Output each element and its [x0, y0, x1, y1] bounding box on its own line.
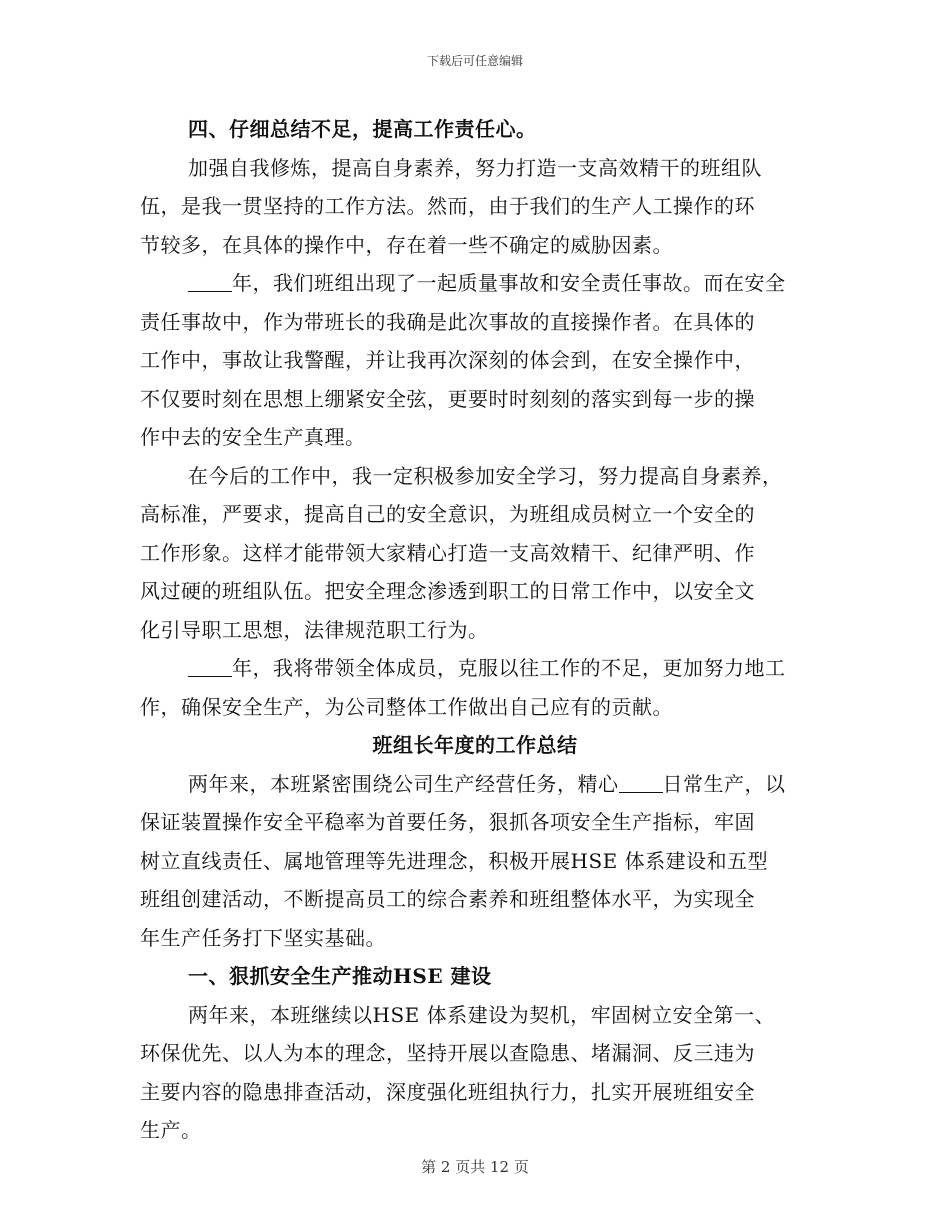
paragraph-line: 作中去的安全生产真理。 [140, 425, 366, 449]
paragraph-text: 两年来，本班紧密围绕公司生产经营任务，精心 [188, 771, 619, 796]
paragraph-line: 伍，是我一贯坚持的工作方法。然而，由于我们的生产人工操作的环 [140, 194, 755, 218]
paragraph-text: 年，我们班组出现了一起质量事故和安全责任事故。而在安全 [232, 271, 786, 295]
paragraph-line: 环保优先、以人为本的理念，坚持开展以查隐患、堵漏洞、反三违为 [140, 1041, 755, 1065]
paragraph-line: 节较多，在具体的操作中，存在着一些不确定的威胁因素。 [140, 232, 673, 257]
paragraph-line: 两年来，本班继续以HSE 体系建设为契机，牢固树立安全第一、 [188, 1002, 776, 1027]
paragraph-line: 主要内容的隐患排查活动，深度强化班组执行力，扎实开展班组安全 [140, 1079, 755, 1104]
page-footer: 第 2 页共 12 页 [421, 1158, 529, 1176]
document-body [140, 110, 810, 1150]
fill-in-blank [619, 774, 663, 793]
paragraph-line: 树立直线责任、属地管理等先进理念，积极开展HSE 体系建设和五型 [140, 848, 769, 873]
fill-in-blank [188, 273, 232, 292]
paragraph-line [140, 649, 810, 688]
document-title: 班组长年度的工作总结 [372, 733, 578, 757]
paragraph-line: 化引导职工思想，法律规范职工行为。 [140, 617, 489, 642]
section-heading-4: 四、仔细总结不足，提高工作责任心。 [188, 117, 537, 141]
paragraph-line: 不仅要时刻在思想上绷紧安全弦，更要时时刻刻的落实到每一步的操 [140, 386, 755, 411]
paragraph-line: 作，确保安全生产，为公司整体工作做出自己应有的贡献。 [140, 694, 673, 719]
paragraph-line: 工作形象。这样才能带领大家精心打造一支高效精干、纪律严明、作 [140, 540, 755, 565]
paragraph-line: 保证装置操作安全平稳率为首要任务，狠抓各项安全生产指标，牢固 [140, 810, 755, 834]
paragraph-line [140, 264, 810, 303]
section-heading-1: 一、狠抓安全生产推动HSE 建设 [188, 964, 492, 988]
paragraph-line: 高标准，严要求，提高自己的安全意识，为班组成员树立一个安全的 [140, 502, 755, 526]
paragraph-line: 风过硬的班组队伍。把安全理念渗透到职工的日常工作中，以安全文 [140, 579, 755, 603]
paragraph-line: 年生产任务打下坚实基础。 [140, 925, 386, 950]
paragraph-line: 加强自我修炼，提高自身素养，努力打造一支高效精干的班组队 [188, 155, 762, 180]
paragraph-text: 年，我将带领全体成员，克服以往工作的不足，更加努力地工 [232, 656, 786, 680]
paragraph-line: 工作中，事故让我警醒，并让我再次深刻的体会到，在安全操作中， [140, 348, 755, 372]
page-header: 下载后可任意编辑 [426, 54, 523, 68]
paragraph-line: 班组创建活动，不断提高员工的综合素养和班组整体水平，为实现全 [140, 887, 755, 911]
paragraph-line: 责任事故中，作为带班长的我确是此次事故的直接操作者。在具体的 [140, 309, 755, 334]
fill-in-blank [188, 658, 232, 677]
paragraph-text: 日常生产，以 [662, 771, 786, 796]
paragraph-line: 在今后的工作中，我一定积极参加安全学习，努力提高自身素养， [188, 463, 783, 488]
paragraph-line [140, 765, 810, 804]
paragraph-line: 生产。 [140, 1118, 202, 1142]
